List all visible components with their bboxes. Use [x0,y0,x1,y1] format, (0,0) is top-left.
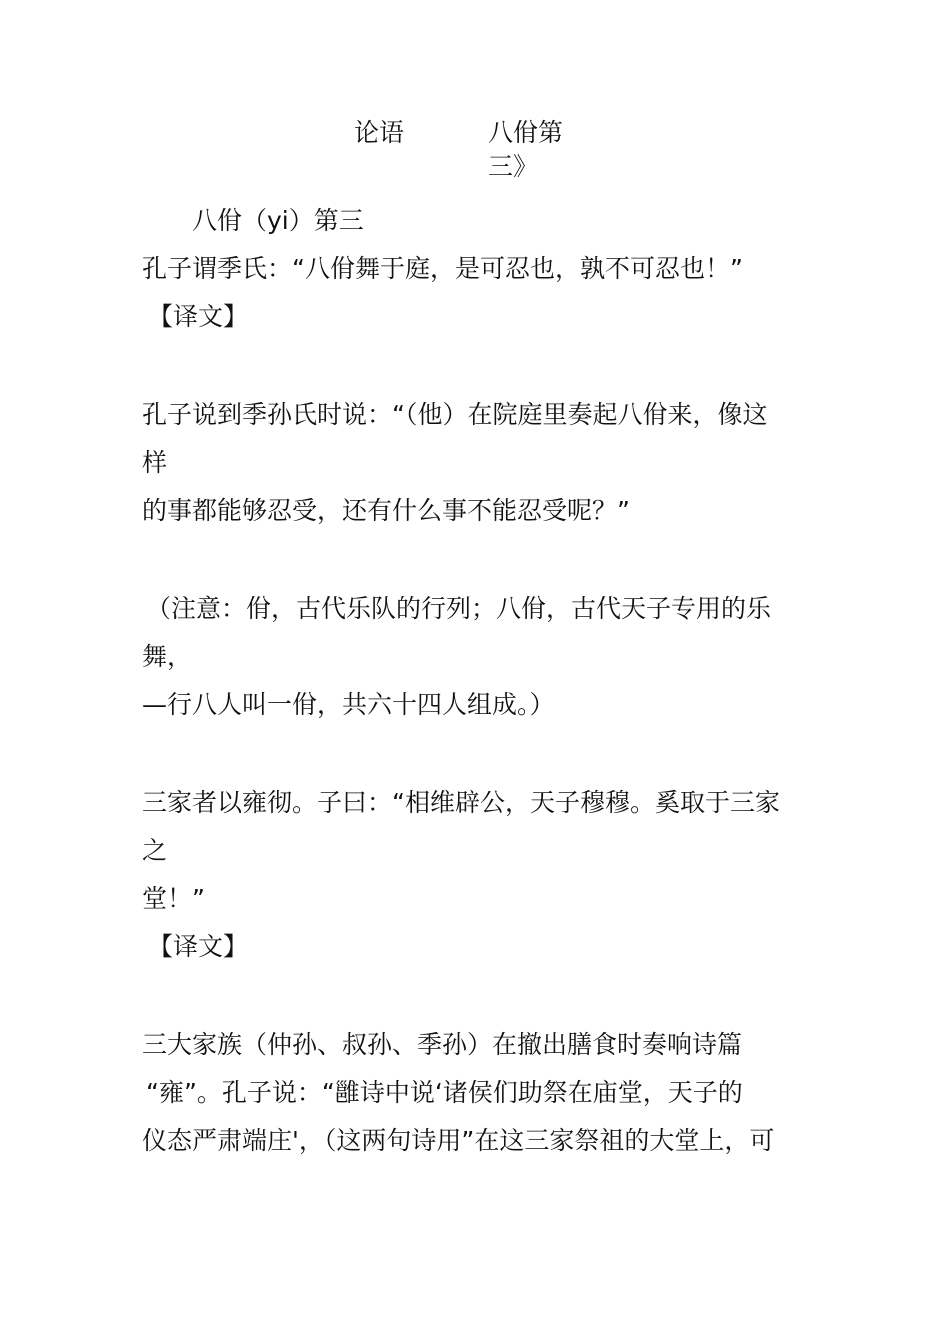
title-chapter [488,116,578,184]
translation-label-2: 【译文】 [148,932,249,961]
original-text-2-line-2: 之 [142,836,168,865]
original-text-2-line-3: 堂！” [142,884,205,913]
note-line-2: 舞， [142,642,193,671]
note-line-1: （注意：佾，古代乐队的行列；八佾，古代天子专用的乐 [146,594,772,623]
section-heading: 八佾（yi）第三 [192,206,364,235]
title-lunyu: 论语 [354,118,405,147]
translation-1-line-2: 样 [142,448,168,477]
note-line-3: —行八人叫一佾，共六十四人组成。） [142,690,555,719]
translation-2-line-1: 三大家族（仲孙、叔孙、季孙）在撤出膳食时奏响诗篇 [142,1030,743,1059]
translation-2-line-3: 仪态严肃端庄'，（这两句诗用”在这三家祭祖的大堂上，可 [142,1126,775,1155]
original-text-1: 孔子谓季氏：“八佾舞于庭，是可忍也，孰不可忍也！” [142,254,743,283]
title-chapter-line-2: 三》 [488,152,539,181]
translation-1-line-3: 的事都能够忍受，还有什么事不能忍受呢？” [142,496,630,525]
original-text-2-line-1: 三家者以雍彻。子曰：“相维辟公，天子穆穆。奚取于三家 [142,788,780,817]
translation-1-line-1: 孔子说到季孙氏时说：“（他）在院庭里奏起八佾来，像这 [142,400,768,429]
title-chapter-line-1: 八佾第 [488,118,564,147]
translation-label-1: 【译文】 [148,302,249,331]
translation-2-line-2: “雍”。孔子说：“雝诗中说‘诸侯们助祭在庙堂，天子的 [146,1078,743,1107]
